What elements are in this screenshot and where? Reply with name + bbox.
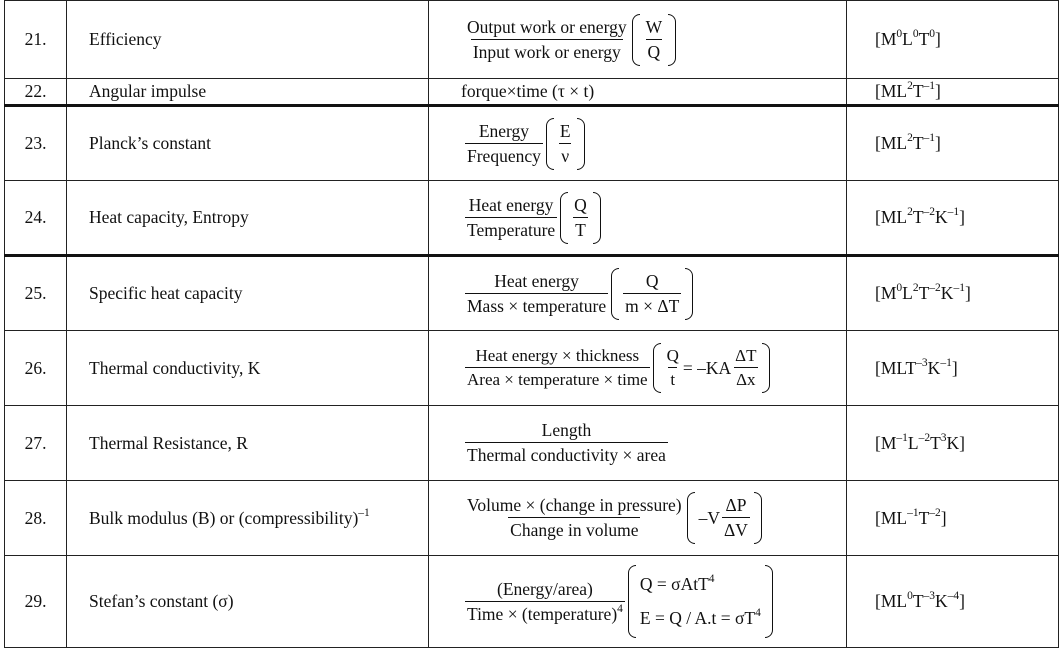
dimension-formula: $[M^0L^2T^{-2}K^{-1}]$ — [847, 256, 1059, 331]
table-row — [5, 256, 1059, 331]
formula — [429, 331, 847, 406]
formula — [429, 481, 847, 556]
dimension-formula: $[MLT^{-3}K^{-1}]$ — [847, 331, 1059, 406]
dimension-formula: $[M^{-1}L^{-2}T^3K]$ — [847, 406, 1059, 481]
symbol-denominator: m × ΔT — [623, 293, 681, 317]
quantity-name: Thermal Resistance, R — [67, 406, 429, 481]
quantity-name: Angular impulse — [67, 79, 429, 106]
symbol-denominator: ν — [559, 143, 571, 167]
formula-denominator: Frequency — [465, 143, 543, 167]
formula — [429, 181, 847, 256]
formula-numerator: Volume × (change in pressure) — [467, 495, 682, 515]
symbol-denominator: T — [573, 217, 588, 241]
row-number: 22. — [5, 79, 67, 106]
symbol-denominator: Q — [646, 39, 663, 63]
quantity-name: Specific heat capacity — [67, 256, 429, 331]
paren-expression — [560, 192, 601, 244]
formula-denominator: Change in volume — [508, 517, 640, 541]
formula-denominator: Mass × temperature — [465, 293, 608, 317]
coefficient: –V — [698, 507, 721, 528]
row-number: 26. — [5, 331, 67, 406]
table-row — [5, 481, 1059, 556]
formula-numerator: Heat energy — [468, 194, 554, 215]
table-row — [5, 556, 1059, 648]
formula — [429, 406, 847, 481]
row-number: 24. — [5, 181, 67, 256]
quantity-name: Efficiency — [67, 1, 429, 79]
paren-expression — [628, 565, 773, 638]
symbol-numerator: Q — [666, 345, 679, 365]
paren-expression — [653, 343, 771, 394]
formula — [429, 106, 847, 181]
formula-denominator: Area × temperature × time — [465, 367, 650, 390]
formula-denominator: Input work or energy — [471, 39, 623, 63]
formula-denominator: Thermal conductivity × area — [465, 442, 668, 466]
formula-numerator: Heat energy × thickness — [475, 345, 640, 365]
table-row — [5, 406, 1059, 481]
physics-dimensions-table — [4, 0, 1059, 648]
symbol-numerator: ΔP — [725, 495, 747, 515]
formula-text: forque×time (τ × t) — [461, 81, 595, 101]
formula — [429, 556, 847, 648]
dimension-formula: $[M^0L^0T^0]$ — [847, 1, 1059, 79]
symbol-numerator: Q — [645, 270, 659, 291]
table-row — [5, 106, 1059, 181]
formula-numerator: Output work or energy — [467, 16, 627, 37]
symbol-numerator: E — [559, 120, 571, 141]
quantity-name: Thermal conductivity, K — [67, 331, 429, 406]
symbol-denominator: ΔV — [722, 517, 750, 541]
formula — [429, 79, 847, 106]
paren-expression — [546, 118, 585, 170]
paren-expression — [611, 268, 693, 320]
row-number: 28. — [5, 481, 67, 556]
equation-line: $E = Q / A.t = \sigma T^4$ — [639, 606, 761, 628]
row-number: 25. — [5, 256, 67, 331]
symbol-numerator: Q — [574, 194, 587, 215]
formula-denominator: Temperature — [465, 217, 557, 241]
symbol-denominator: Δx — [734, 367, 757, 390]
symbol-numerator: W — [645, 16, 663, 37]
dimension-formula: $[ML^2T^{-1}]$ — [847, 79, 1059, 106]
dimension-formula: $[ML^2T^{-1}]$ — [847, 106, 1059, 181]
equals-expression: = –KA — [682, 357, 732, 378]
formula-numerator: (Energy/area) — [497, 578, 593, 599]
dimension-formula: $[ML^{-1}T^{-2}]$ — [847, 481, 1059, 556]
table-row — [5, 331, 1059, 406]
quantity-name: Planck’s constant — [67, 106, 429, 181]
table-row — [5, 181, 1059, 256]
formula-denominator: Time × (temperature)$^4$ — [467, 602, 623, 624]
row-number: 29. — [5, 556, 67, 648]
row-number: 27. — [5, 406, 67, 481]
row-number: 23. — [5, 106, 67, 181]
table-row — [5, 79, 1059, 106]
paren-expression — [632, 14, 677, 66]
quantity-name: Stefan’s constant (σ) — [67, 556, 429, 648]
dimension-formula: $[ML^0T^{-3}K^{-4}]$ — [847, 556, 1059, 648]
quantity-name: Bulk modulus (B) or (compressibility)$^{-1}$ — [67, 481, 429, 556]
formula — [429, 256, 847, 331]
symbol-denominator: t — [668, 367, 677, 390]
equation-line: Q = σAtT$^4$ — [639, 573, 715, 595]
table-row — [5, 1, 1059, 79]
symbol-numerator: ΔT — [735, 345, 757, 365]
formula-numerator: Energy — [478, 120, 530, 141]
dimension-formula: $[ML^2T^{-2}K^{-1}]$ — [847, 181, 1059, 256]
quantity-name: Heat capacity, Entropy — [67, 181, 429, 256]
row-number: 21. — [5, 1, 67, 79]
paren-expression — [687, 492, 762, 544]
formula-numerator: Length — [541, 420, 592, 440]
formula — [429, 1, 847, 79]
formula-numerator: Heat energy — [494, 270, 579, 291]
